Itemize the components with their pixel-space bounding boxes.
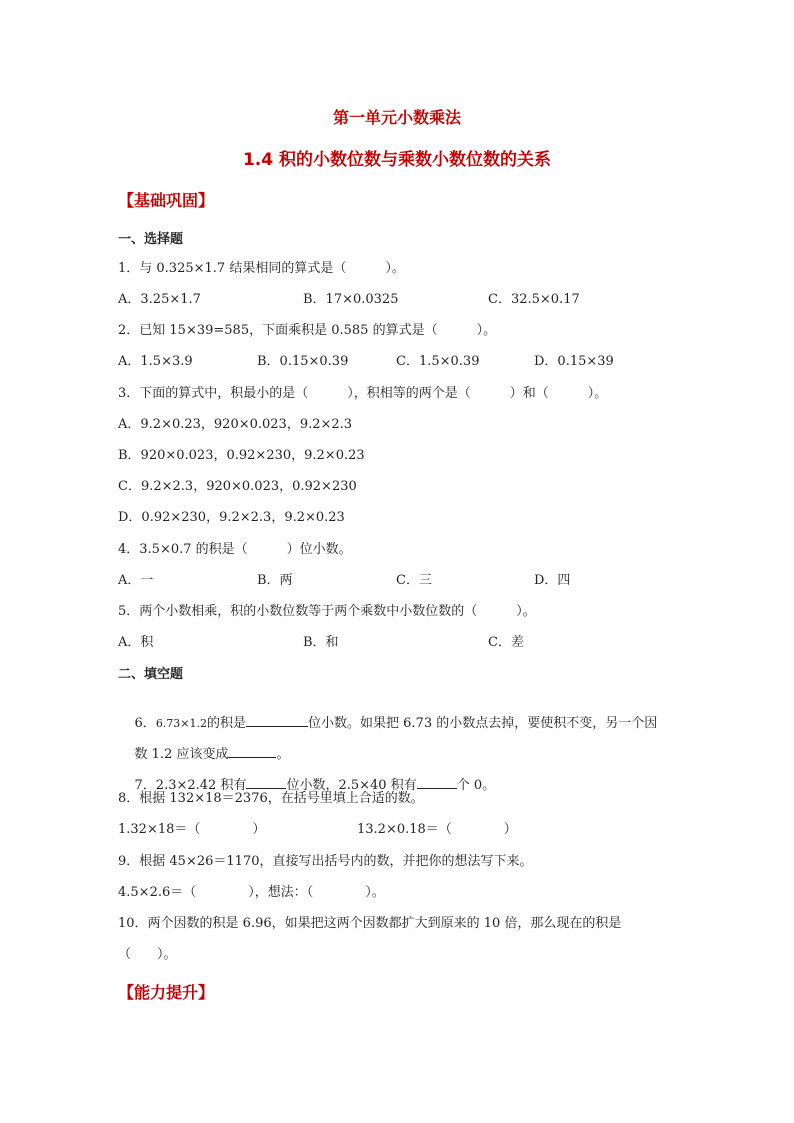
q2-stem: 2．已知 15×39=585，下面乘积是 0.585 的算式是（ ）。	[118, 323, 497, 338]
q6-text-c: 数 1.2 应该变成	[134, 747, 229, 762]
q1-option-b: B．17×0.0325	[303, 292, 399, 307]
q4-option-a: A．一	[118, 573, 154, 588]
part-choice-heading: 一、选择题	[118, 232, 184, 247]
q8-left: 1.32×18＝（ ）	[118, 822, 266, 837]
q3-option-c: C．9.2×2.3，920×0.023，0.92×230	[118, 479, 357, 494]
q7-blank-1	[246, 776, 286, 789]
q1-stem: 1．与 0.325×1.7 结果相同的算式是（ ）。	[118, 261, 405, 276]
q7-text-a: 7．2.3×2.42 积有	[134, 778, 247, 793]
q6-text-b: 位小数。如果把 6.73 的小数点去掉，要使积不变，另一个因	[308, 716, 658, 731]
q8-stem: 8．根据 132×18＝2376，在括号里填上合适的数。	[118, 791, 424, 806]
q2-option-d: D．0.15×39	[534, 354, 614, 369]
q5-option-c: C．差	[488, 635, 524, 650]
q9-line: 4.5×2.6＝（ ），想法：（ ）。	[118, 885, 385, 900]
q5-option-b: B．和	[303, 635, 339, 650]
q6-number: 6．	[134, 716, 156, 731]
q4-option-c: C．三	[396, 573, 432, 588]
part-fill-heading: 二、填空题	[118, 667, 184, 682]
q6-expression: 6.73×1.2	[155, 717, 208, 730]
q3-option-a: A．9.2×0.23，920×0.023，9.2×2.3	[118, 417, 353, 432]
q3-stem: 3．下面的算式中，积最小的是（ ），积相等的两个是（ ）和（ ）。	[118, 386, 608, 401]
q1-option-a: A．3.25×1.7	[118, 292, 201, 307]
q2-option-b: B．0.15×0.39	[257, 354, 349, 369]
q4-option-b: B．两	[257, 573, 293, 588]
q2-option-c: C．1.5×0.39	[396, 354, 480, 369]
q10-stem: 10．两个因数的积是 6.96，如果把这两个因数都扩大到原来的 10 倍，那么现在的积是	[118, 916, 622, 931]
q9-stem: 9．根据 45×26＝1170，直接写出括号内的数，并把你的想法写下来。	[118, 854, 533, 869]
q7-text-b: 位小数，2.5×40 积有	[286, 778, 417, 793]
q5-option-a: A．积	[118, 635, 154, 650]
section-advanced-heading: 【能力提升】	[118, 983, 215, 1002]
q6-text-a: 的积是	[207, 716, 247, 731]
q10-line2: （ ）。	[118, 947, 177, 962]
q3-option-b: B．920×0.023，0.92×230，9.2×0.23	[118, 448, 365, 463]
q7-blank-2	[417, 776, 457, 789]
q4-stem: 4．3.5×0.7 的积是（ ）位小数。	[118, 542, 352, 557]
q2-option-a: A．1.5×3.9	[118, 354, 193, 369]
page-subtitle: 1.4 积的小数位数与乘数小数位数的关系	[242, 150, 552, 170]
section-basic-heading: 【基础巩固】	[118, 191, 215, 210]
q6-blank-2	[228, 745, 276, 758]
page-title: 第一单元小数乘法	[332, 108, 461, 127]
q7-text-c: 个 0。	[456, 778, 496, 793]
q8-right: 13.2×0.18＝（ ）	[357, 822, 517, 837]
q4-option-d: D．四	[534, 573, 571, 588]
q6-blank-1	[246, 714, 308, 727]
q1-option-c: C．32.5×0.17	[488, 292, 580, 307]
q5-stem: 5．两个小数相乘，积的小数位数等于两个乘数中小数位数的（ ）。	[118, 604, 536, 619]
q6-text-d: 。	[276, 747, 290, 762]
q3-option-d: D．0.92×230，9.2×2.3，9.2×0.23	[118, 510, 345, 525]
